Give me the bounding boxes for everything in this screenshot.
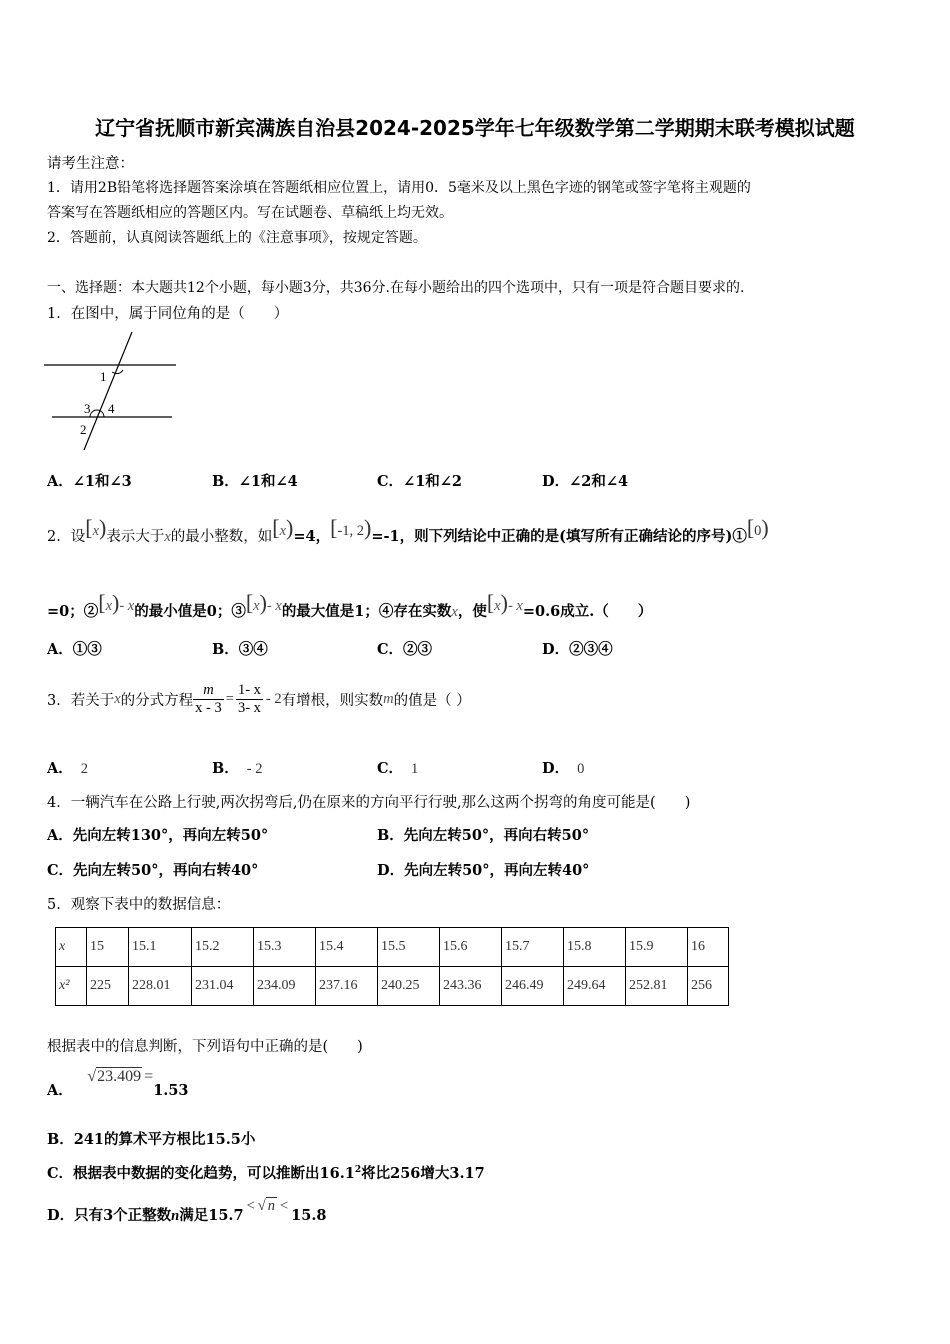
page-title: 辽宁省抚顺市新宾满族自治县2024-2025学年七年级数学第二学期期末联考模拟试题 (95, 116, 855, 140)
table-row (56, 928, 729, 967)
q2-var: x (451, 604, 458, 620)
q3-option-letter: D． (542, 760, 570, 777)
q3-option-value: 2 (80, 761, 89, 777)
q2-var: x (92, 523, 99, 539)
q3-option-letter: A． (47, 760, 73, 777)
q5-optD-mid: 满足15.7 (179, 1207, 244, 1224)
notice-item-1-line-2: 答案写在答题纸相应的答题区内。写在试题卷、草稿纸上均无效。 (47, 205, 453, 221)
q2-text: ，使 (457, 603, 487, 620)
angle-label-4: 4 (108, 401, 115, 416)
q2-var: x (253, 598, 260, 614)
q3-option-d (542, 757, 584, 778)
q2-text: =0；② (47, 603, 99, 620)
ceil-close-paren: ) (112, 590, 120, 615)
table-cell: 15.9 (626, 928, 688, 967)
q4-option-d: D．先向左转50°，再向左转40° (377, 862, 590, 879)
q2-text: 的最大值是1；④存在实数 (281, 603, 452, 620)
q5-optC-sup: 2 (354, 1165, 362, 1176)
q2-var: x (494, 598, 501, 614)
q3-var: m (383, 690, 394, 707)
table-cell: 15.7 (502, 928, 564, 967)
q5-optD-n: n (171, 1208, 180, 1224)
q2-var: x (279, 523, 287, 539)
ceil-close-paren: ) (364, 515, 372, 540)
table-cell: 15.2 (192, 928, 254, 967)
q2-math: - x (119, 598, 135, 614)
q4-stem: 4．一辆汽车在公路上行驶,两次拐弯后,仍在原来的方向平行行驶,那么这两个拐弯的角度可能是( ) (47, 795, 691, 811)
angle-label-2: 2 (80, 422, 87, 437)
q2-text: =0.6成立.（ ） (522, 603, 653, 620)
q5-optD-lt: < (279, 1198, 289, 1214)
q5-optA-radicand: 23.409 (97, 1068, 142, 1085)
table-cell: 15 (87, 928, 129, 967)
q5-optA-eq: = (144, 1068, 154, 1085)
q5-data-table (55, 927, 729, 1006)
table-cell: 243.36 (440, 967, 502, 1006)
section-heading: 一、选择题：本大题共12个小题，每小题3分，共36分.在每小题给出的四个选项中，只有一项是符合题目要求的. (47, 280, 745, 296)
ceil-open-bracket: [ (486, 590, 495, 615)
table-cell: 240.25 (378, 967, 440, 1006)
notice-item-2: 2．答题前，认真阅读答题纸上的《注意事项》，按规定答题。 (47, 230, 427, 246)
q2-option-a: A．①③ (47, 641, 102, 658)
ceil-close-paren: ) (259, 590, 267, 615)
notice-heading: 请考生注意： (47, 156, 134, 172)
q3-text: 有增根，则实数 (281, 692, 384, 709)
q5-option-d (47, 1198, 327, 1228)
q1-option-d: D．∠2和∠4 (542, 473, 629, 490)
q5-optD-lt: < (246, 1198, 255, 1214)
q5-question: 根据表中的信息判断，下列语句中正确的是( ) (47, 1039, 363, 1055)
q3-fraction-1-num: m (193, 682, 224, 700)
table-header-x: x (56, 928, 87, 967)
q5-option-c (47, 1162, 485, 1183)
table-cell: 234.09 (254, 967, 316, 1006)
q2-text: 表示大于 (106, 529, 165, 545)
ceil-close-paren: ) (761, 515, 769, 540)
q3-text: 3．若关于 (47, 692, 115, 709)
q2-text: =-1，则下列结论中正确的是(填写所有正确结论的序号)① (371, 528, 747, 545)
table-cell: 15.8 (564, 928, 626, 967)
q3-option-letter: B． (212, 760, 239, 777)
q3-fraction-1 (193, 682, 224, 717)
ceil-close-paren: ) (286, 515, 294, 540)
q4-option-c: C．先向左转50°，再向右转40° (47, 862, 259, 879)
q2-line-1 (47, 515, 769, 546)
q4-option-a: A．先向左转130°，再向左转50° (47, 827, 269, 844)
q2-var: x (164, 529, 171, 545)
q5-optD-pre: D．只有3个正整数 (47, 1207, 172, 1224)
q3-fraction-2-den: 3- x (237, 699, 261, 716)
q2-math: 0 (754, 523, 762, 539)
q2-option-d: D．②③④ (542, 641, 613, 658)
q1-option-c: C．∠1和∠2 (377, 473, 463, 490)
q1-figure (44, 330, 179, 452)
q5-option-letter: A． (47, 1082, 73, 1099)
q3-tail: - 2 (265, 690, 282, 707)
sqrt-icon: √ n (257, 1198, 275, 1214)
ceil-close-paren: ) (500, 590, 508, 615)
q2-var: x (105, 598, 113, 614)
q2-math: - x (507, 598, 523, 614)
q3-equals: = (225, 690, 234, 707)
table-cell: 16 (688, 928, 729, 967)
q3-option-a (47, 757, 88, 778)
q5-optC-pre: C．根据表中数据的变化趋势，可以推断出16.1 (47, 1165, 355, 1182)
angle-arc (90, 410, 104, 417)
q3-option-value: 0 (577, 761, 585, 777)
q4-option-b: B．先向左转50°，再向右转50° (377, 827, 590, 844)
q3-option-letter: C． (377, 760, 404, 777)
angle-label-3: 3 (84, 401, 91, 416)
q3-option-value: 1 (411, 761, 419, 777)
table-cell: 15.3 (254, 928, 316, 967)
table-cell: 15.5 (378, 928, 440, 967)
sqrt-icon: √23.409 (87, 1068, 142, 1085)
q1-option-a: A．∠1和∠3 (47, 473, 132, 490)
ceil-open-bracket: [ (272, 515, 280, 540)
q5-optA-value: 1.53 (153, 1082, 189, 1099)
ceil-open-bracket: [ (746, 515, 755, 540)
notice-item-1-line-1: 1．请用2B铅笔将选择题答案涂填在答题纸相应位置上，请用0．5毫米及以上黑色字迹的钢笔或签字笔将主观题的 (47, 180, 751, 196)
table-cell: 249.64 (564, 967, 626, 1006)
q2-line-2 (47, 590, 652, 621)
table-cell: 246.49 (502, 967, 564, 1006)
q3-option-value: - 2 (246, 761, 263, 777)
q2-option-b: B．③④ (212, 641, 268, 658)
table-cell: 15.1 (129, 928, 192, 967)
ceil-open-bracket: [ (245, 590, 254, 615)
q5-option-a (47, 1068, 189, 1102)
q3-var: x (114, 690, 121, 707)
q5-stem: 5．观察下表中的数据信息： (47, 897, 231, 913)
q2-text: =4， (293, 528, 331, 545)
angle-label-1: 1 (100, 369, 107, 384)
q3-fraction-1-den: x - 3 (195, 699, 222, 716)
q5-option-b: B．241的算术平方根比15.5小 (47, 1131, 256, 1148)
q1-option-b: B．∠1和∠4 (212, 473, 298, 490)
q2-math: -1, 2 (337, 523, 365, 539)
table-cell: 237.16 (316, 967, 378, 1006)
table-header-x2: x² (56, 967, 87, 1006)
table-cell: 252.81 (626, 967, 688, 1006)
ceil-open-bracket: [ (330, 515, 338, 540)
table-cell: 15.4 (316, 928, 378, 967)
q2-text: 的最小值是0；③ (134, 603, 246, 620)
q3-option-c (377, 757, 418, 778)
q5-optD-post: 15.8 (291, 1207, 327, 1224)
table-cell: 225 (87, 967, 129, 1006)
table-cell: 15.6 (440, 928, 502, 967)
q2-text: 的最小整数，如 (170, 529, 273, 545)
q2-math: - x (266, 598, 282, 614)
table-row (56, 967, 729, 1006)
table-cell: 256 (688, 967, 729, 1006)
table-cell: 231.04 (192, 967, 254, 1006)
ceil-open-bracket: [ (98, 590, 106, 615)
q2-text: 2．设 (47, 529, 86, 545)
q3-fraction-2-num: 1- x (237, 681, 261, 698)
q3-fraction-2 (236, 682, 263, 717)
ceil-open-bracket: [ (85, 515, 93, 540)
q3-text: 的分式方程 (120, 692, 194, 709)
angle-1-arc (112, 370, 123, 374)
transversal-line (84, 332, 132, 450)
q1-stem: 1．在图中，属于同位角的是（ ） (47, 306, 289, 322)
q3-option-b (212, 757, 262, 778)
table-cell: 228.01 (129, 967, 192, 1006)
q5-optD-radicand: n (267, 1198, 275, 1214)
q3-stem (47, 674, 471, 724)
ceil-close-paren: ) (99, 515, 107, 540)
q3-text: 的值是（ ） (393, 692, 471, 709)
q2-option-c: C．②③ (377, 641, 433, 658)
q5-optC-post: 将比256增大3.17 (361, 1165, 485, 1182)
